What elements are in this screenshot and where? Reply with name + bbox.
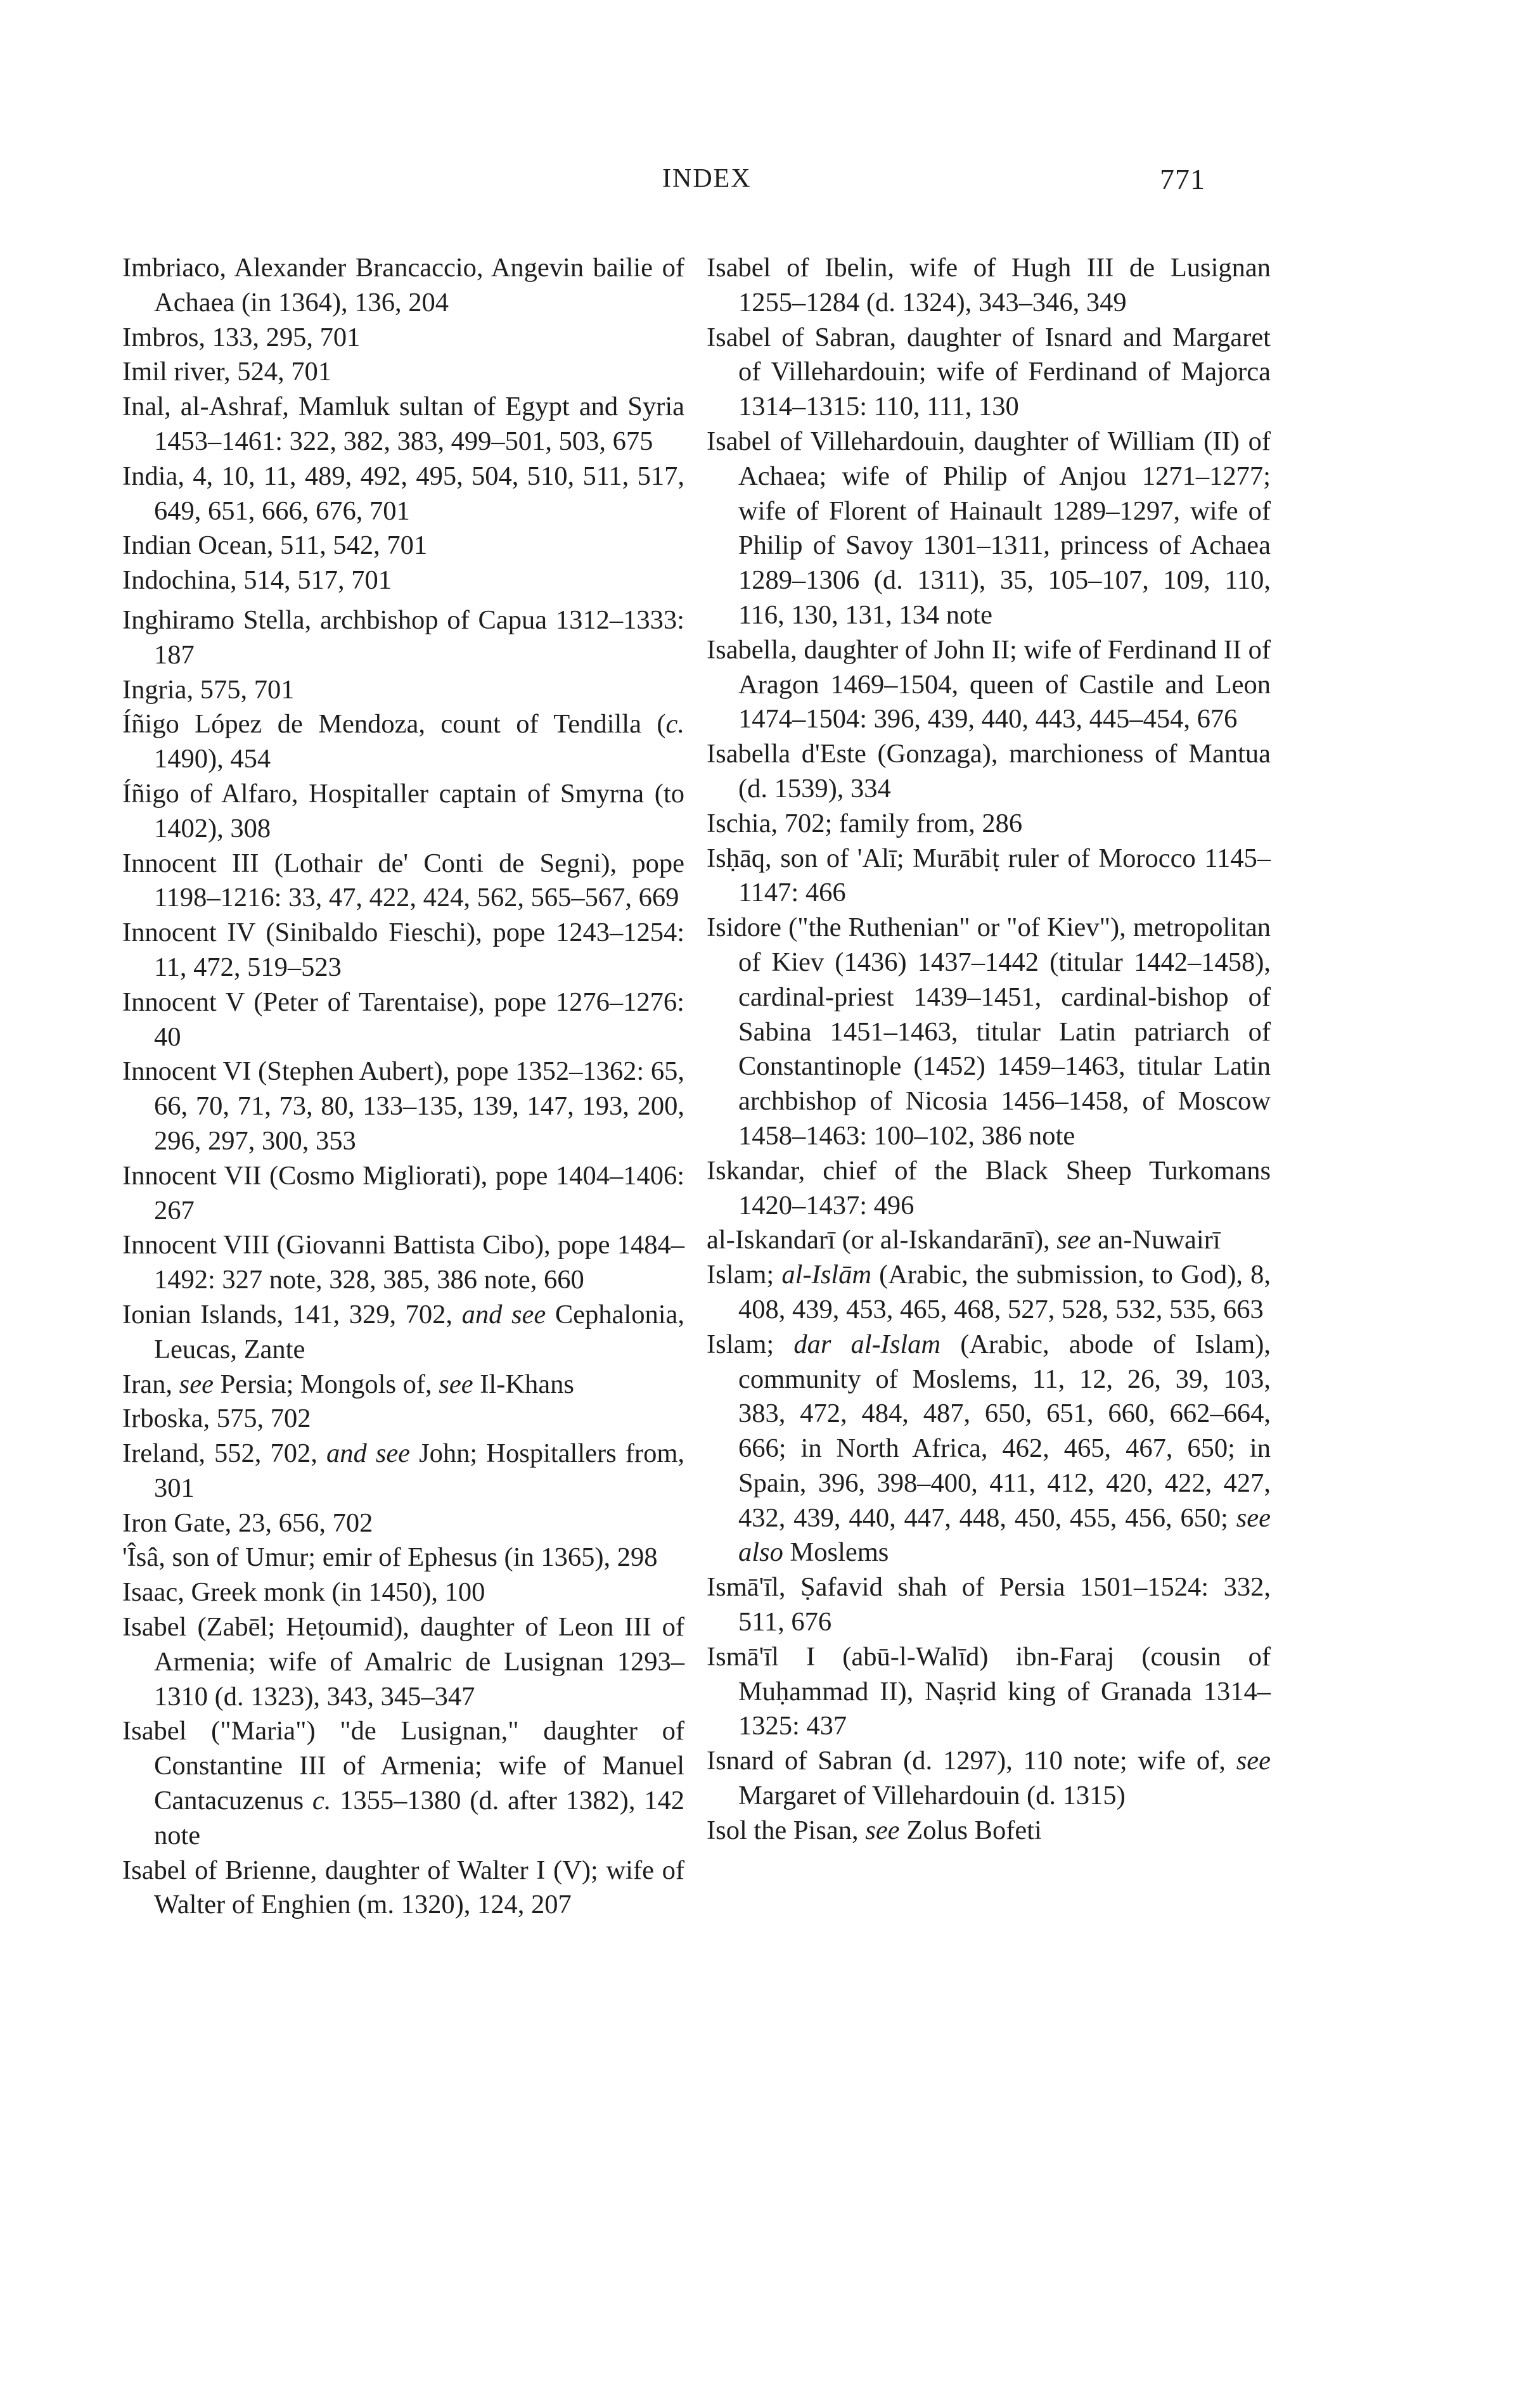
- running-head: INDEX: [662, 164, 752, 193]
- index-entry: Isaac, Greek monk (in 1450), 100: [122, 1577, 485, 1608]
- index-entry: Isabel (Zabēl; Heṭoumid), daughter of Leon III of Armenia; wife of Amalric de Lusignan 1293–1310 (d. 1323), 343, 345–347: [122, 1612, 684, 1712]
- index-entry: India, 4, 10, 11, 489, 492, 495, 504, 510, 511, 517, 649, 651, 666, 676, 701: [122, 461, 684, 526]
- index-entry: Innocent V (Peter of Tarentaise), pope 1276–1276: 40: [122, 987, 684, 1052]
- index-entry: Isabella d'Este (Gonzaga), marchioness of Mantua (d. 1539), 334: [707, 739, 1271, 804]
- index-entry: Ionian Islands, 141, 329, 702, and see Cephalonia, Leucas, Zante: [122, 1299, 684, 1364]
- index-entry: Indian Ocean, 511, 542, 701: [122, 530, 428, 561]
- right-column: [707, 251, 1271, 1848]
- index-entry: Imbros, 133, 295, 701: [122, 322, 361, 352]
- index-entry: Irboska, 575, 702: [122, 1404, 311, 1434]
- index-entry: Innocent IV (Sinibaldo Fieschi), pope 1243–1254: 11, 472, 519–523: [122, 918, 684, 982]
- index-entry: Ischia, 702; family from, 286: [707, 808, 1023, 838]
- index-entry: Ingria, 575, 701: [122, 674, 295, 705]
- index-entry: Islam; dar al-Islam (Arabic, abode of Islam), community of Moslems, 11, 12, 26, 39, 103, 383, 472, 484, 487, 650, 651, 660, 662–664, 666; in North Africa, 462, 465, 467, 650; in Spain, 396, 398–400, 411, 412, 420, 422, 427, 432, 439, 440, 447, 448, 450, 455, 456, 650; see also Moslems: [707, 1329, 1271, 1568]
- index-entry: Inal, al-Ashraf, Mamluk sultan of Egypt and Syria 1453–1461: 322, 382, 383, 499–501, 503, 675: [122, 392, 684, 456]
- index-entry: Iskandar, chief of the Black Sheep Turkomans 1420–1437: 496: [707, 1155, 1271, 1220]
- index-entry: Íñigo of Alfaro, Hospitaller captain of Smyrna (to 1402), 308: [122, 778, 684, 843]
- index-entry: Isol the Pisan, see Zolus Bofeti: [707, 1815, 1042, 1845]
- left-column: [122, 251, 684, 1923]
- index-entry: Isabella, daughter of John II; wife of Ferdinand II of Aragon 1469–1504, queen of Castile and Leon 1474–1504: 396, 439, 440, 443, 445–454, 676: [707, 634, 1271, 734]
- index-entry: Inghiramo Stella, archbishop of Capua 1312–1333: 187: [122, 605, 684, 670]
- index-entry: Ireland, 552, 702, and see John; Hospitallers from, 301: [122, 1438, 685, 1503]
- index-entry: Islam; al-Islām (Arabic, the submission, to God), 8, 408, 439, 453, 465, 468, 527, 528, 532, 535, 663: [707, 1260, 1271, 1324]
- index-entry: Innocent VII (Cosmo Migliorati), pope 1404–1406: 267: [122, 1160, 684, 1226]
- index-entry: Isnard of Sabran (d. 1297), 110 note; wife of, see Margaret of Villehardouin (d. 1315): [707, 1746, 1271, 1811]
- index-entry: Ismā'īl I (abū-l-Walīd) ibn-Faraj (cousin of Muḥammad II), Naṣrid king of Granada 1314–1325: 437: [707, 1641, 1271, 1741]
- index-entry: Innocent VI (Stephen Aubert), pope 1352–1362: 65, 66, 70, 71, 73, 80, 133–135, 139, 147, 193, 200, 296, 297, 300, 353: [122, 1056, 684, 1156]
- page-number: 771: [1160, 163, 1205, 195]
- index-entry: Innocent VIII (Giovanni Battista Cibo), pope 1484–1492: 327 note, 328, 385, 386 note, 660: [122, 1230, 684, 1295]
- index-entry: 'Îsâ, son of Umur; emir of Ephesus (in 1365), 298: [122, 1542, 658, 1573]
- index-entry: Isabel of Sabran, daughter of Isnard and Margaret of Villehardouin; wife of Ferdinand of Majorca 1314–1315: 110, 111, 130: [707, 322, 1271, 422]
- index-entry: Iron Gate, 23, 656, 702: [122, 1508, 373, 1538]
- index-entry: al-Iskandarī (or al-Iskandarānī), see an-Nuwairī: [707, 1225, 1221, 1255]
- index-entry: Isabel of Brienne, daughter of Walter I (V); wife of Walter of Enghien (m. 1320), 124, 207: [122, 1855, 684, 1920]
- index-entry: Isabel ("Maria") "de Lusignan," daughter of Constantine III of Armenia; wife of Manuel Cantacuzenus c. 1355–1380 (d. after 1382), 142 note: [122, 1716, 684, 1850]
- index-entry: Isabel of Ibelin, wife of Hugh III de Lusignan 1255–1284 (d. 1324), 343–346, 349: [707, 253, 1271, 317]
- index-entry: Íñigo López de Mendoza, count of Tendilla (c. 1490), 454: [122, 709, 684, 774]
- index-entry: Isḥāq, son of 'Alī; Murābiṭ ruler of Morocco 1145–1147: 466: [707, 843, 1271, 908]
- index-entry: Imbriaco, Alexander Brancaccio, Angevin bailie of Achaea (in 1364), 136, 204: [122, 253, 684, 317]
- index-entry: Indochina, 514, 517, 701: [122, 565, 392, 596]
- index-entry: Ismā'īl, Ṣafavid shah of Persia 1501–1524: 332, 511, 676: [707, 1572, 1271, 1637]
- index-entry: Imil river, 524, 701: [122, 357, 331, 387]
- index-entry: Iran, see Persia; Mongols of, see Il-Khans: [122, 1369, 574, 1399]
- index-entry: Isidore ("the Ruthenian" or "of Kiev"), metropolitan of Kiev (1436) 1437–1442 (titular 1442–1458), cardinal-priest 1439–1451, cardinal-bishop of Sabina 1451–1463, titular Latin patriarch of Constantinople (1452) 1459–1463, titular Latin archbishop of Nicosia 1456–1458, of Moscow 1458–1463: 100–102, 386 note: [707, 913, 1271, 1151]
- index-entry: Isabel of Villehardouin, daughter of William (II) of Achaea; wife of Philip of Anjou 1271–1277; wife of Florent of Hainault 1289–1297, wife of Philip of Savoy 1301–1311, princess of Achaea 1289–1306 (d. 1311), 35, 105–107, 109, 110, 116, 130, 131, 134 note: [707, 426, 1271, 630]
- index-entry: Innocent III (Lothair de' Conti de Segni), pope 1198–1216: 33, 47, 422, 424, 562, 565–567, 669: [122, 848, 684, 913]
